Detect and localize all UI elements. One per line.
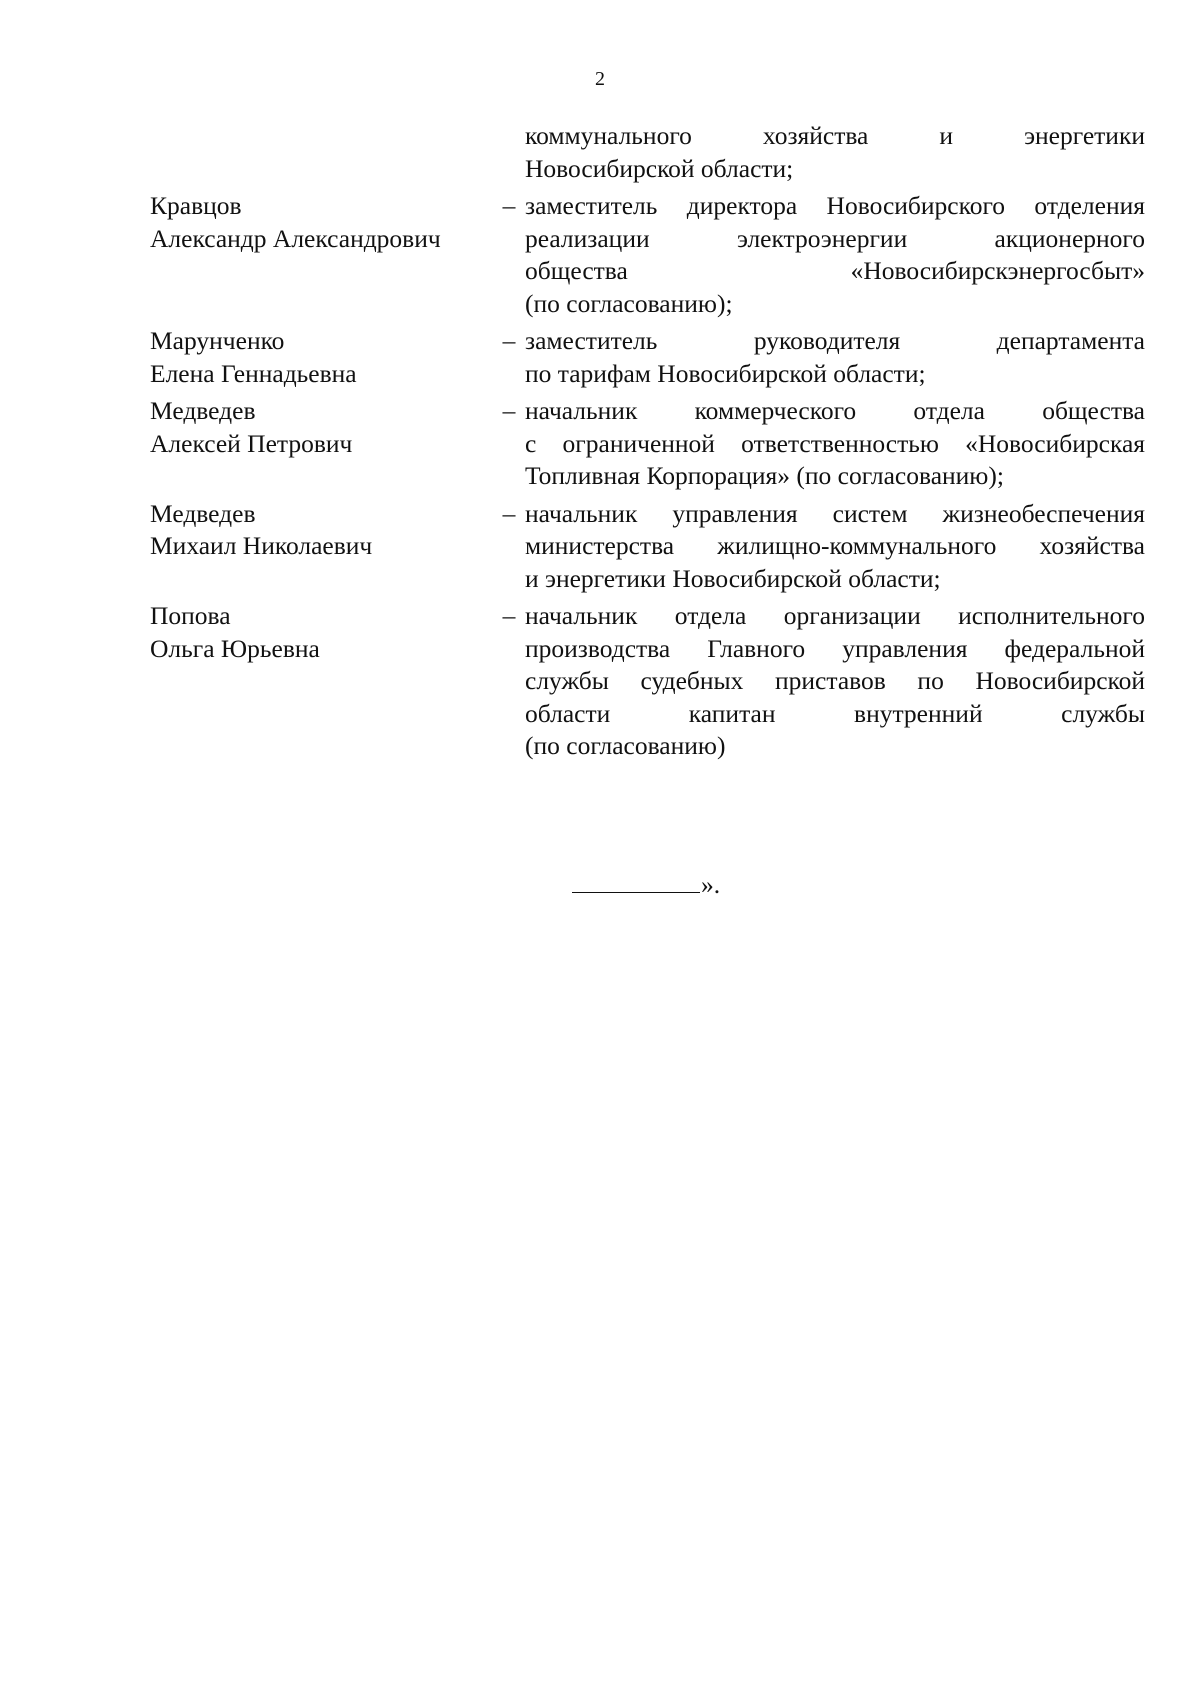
- member-position: [525, 190, 1145, 320]
- member-name-empty: [150, 120, 493, 185]
- position-line: и энергетики Новосибирской области;: [525, 563, 941, 593]
- closing-quote: ».: [701, 870, 721, 899]
- position-line: Топливная Корпорация» (по согласованию);: [525, 461, 1004, 490]
- member-position: [525, 600, 1145, 763]
- position-line: начальник управления систем жизнеобеспечения: [525, 498, 1145, 528]
- position-line: службы судебных приставов по Новосибирской: [525, 666, 1145, 695]
- member-name: [150, 325, 493, 390]
- position-line: области капитан внутренний службы: [525, 698, 1145, 728]
- member-position: [525, 325, 1145, 390]
- member-surname: Медведев: [150, 396, 256, 425]
- member-entry: [150, 395, 1150, 493]
- member-position: [525, 395, 1145, 493]
- member-entry: [150, 325, 1150, 390]
- member-given-names: Ольга Юрьевна: [150, 633, 320, 663]
- member-surname: Попова: [150, 601, 231, 630]
- member-given-names: Елена Геннадьевна: [150, 358, 357, 388]
- member-position: [525, 498, 1145, 596]
- position-line: реализации электроэнергии акционерного: [525, 223, 1145, 253]
- member-name: [150, 395, 493, 493]
- member-surname: Медведев: [150, 498, 256, 528]
- closing-mark: [572, 868, 720, 901]
- position-line: начальник отдела организации исполнительного: [525, 601, 1145, 630]
- position-line: с ограниченной ответственностью «Новосибирская: [525, 428, 1145, 458]
- position-line: Новосибирской области;: [525, 153, 794, 183]
- member-name: [150, 190, 493, 320]
- position-line: коммунального хозяйства и энергетики: [525, 121, 1145, 150]
- page-number: 2: [595, 68, 605, 90]
- position-line: производства Главного управления федеральной: [525, 633, 1145, 663]
- member-given-names: Михаил Николаевич: [150, 531, 373, 560]
- member-entry: [150, 190, 1150, 320]
- member-given-names: Алексей Петрович: [150, 428, 353, 458]
- position-line: по тарифам Новосибирской области;: [525, 358, 926, 388]
- dash-separator: –: [502, 601, 516, 630]
- dash-separator: –: [502, 498, 516, 528]
- dash-separator: –: [502, 396, 516, 425]
- dash-separator: –: [502, 326, 516, 355]
- position-line: заместитель директора Новосибирского отделения: [525, 191, 1145, 220]
- dash-separator: –: [502, 191, 516, 220]
- position-line: министерства жилищно-коммунального хозяйства: [525, 531, 1145, 560]
- member-entry: [150, 498, 1150, 596]
- position-line: начальник коммерческого отдела общества: [525, 396, 1145, 425]
- member-given-names: Александр Александрович: [150, 223, 441, 253]
- member-name: [150, 600, 493, 763]
- position-line: (по согласованию);: [525, 288, 733, 318]
- dash-empty: [493, 120, 525, 185]
- continuation-entry: [150, 120, 1150, 185]
- closing-underline: [572, 868, 700, 893]
- position-line: (по согласованию): [525, 731, 726, 760]
- position-line: общества «Новосибирскэнергосбыт»: [525, 256, 1145, 285]
- member-surname: Кравцов: [150, 191, 242, 220]
- member-surname: Марунченко: [150, 326, 285, 355]
- member-position: [525, 120, 1145, 185]
- position-line: заместитель руководителя департамента: [525, 326, 1145, 355]
- commission-member-list: [150, 120, 1150, 763]
- member-name: [150, 498, 493, 596]
- member-entry: [150, 600, 1150, 763]
